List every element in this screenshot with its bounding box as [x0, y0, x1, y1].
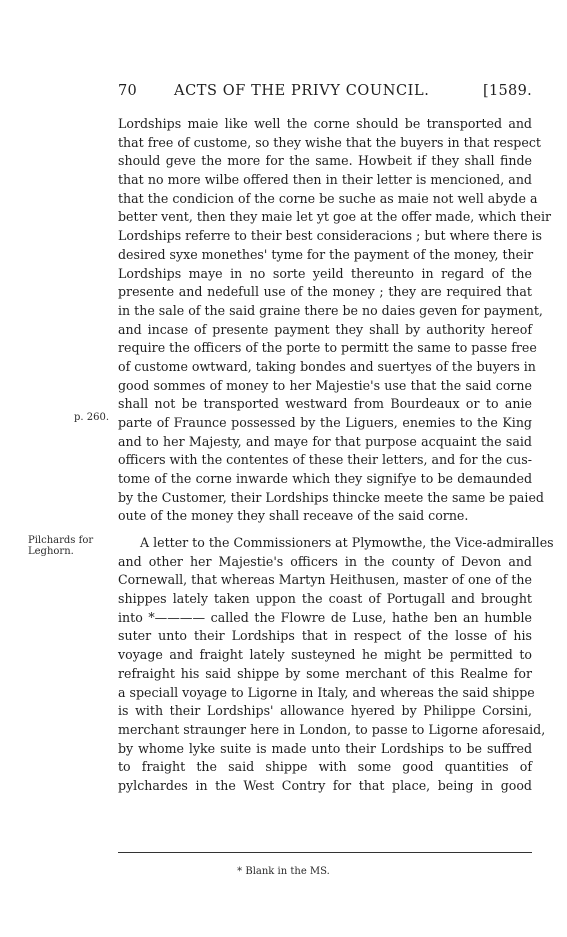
text-line: in the sale of the said graine there be no daies geven for payment, [118, 302, 543, 318]
footnote: * Blank in the MS. [237, 866, 330, 877]
page-header [118, 83, 532, 105]
text-line: by the Customer, their Lordships thincke meete the same be paied [118, 489, 544, 505]
text-line: Cornewall, that whereas Martyn Heithusen, master of one of the [118, 572, 532, 588]
text-line: that the condicion of the corne be suche as maie not well abyde a [118, 190, 538, 206]
text-line: merchant straunger here in London, to passe to Ligorne aforesaid, [118, 721, 546, 737]
text-line: should geve the more for the same. Howbeit if they shall finde [118, 153, 532, 169]
text-line: require the officers of the porte to permitt the same to passe free [118, 340, 537, 356]
text-line: shall not be transported westward from Bourdeaux or to anie [118, 396, 532, 412]
text-line: presente and nedefull use of the money ; they are required that [118, 284, 532, 300]
text-line: is with their Lordships' allowance hyered by Philippe Corsini, [118, 703, 532, 719]
text-line: officers with the contentes of these their letters, and for the cus- [118, 452, 532, 468]
text-line: better vent, then they maie let yt goe at the offer made, which their [118, 209, 552, 225]
text-line: voyage and fraight lately susteyned he might be permitted to [118, 647, 532, 663]
text-line: refraight his said shippe by some merchant of this Realme for [118, 665, 532, 681]
text-line: shippes lately taken uppon the coast of Portugall and brought [118, 591, 532, 607]
footnote-rule [118, 852, 532, 853]
text-line: A letter to the Commissioners at Plymowthe, the Vice-admiralles [140, 535, 554, 550]
text-line: and to her Majesty, and maye for that purpose acquaint the said [118, 433, 532, 449]
text-line: desired syxe monethes' tyme for the payment of the money, their [118, 246, 534, 262]
page-number: 70 [118, 83, 138, 99]
paragraph-corn-transport [118, 115, 552, 526]
text-line: of custome owtward, taking bondes and suertyes of the buyers in [118, 358, 536, 374]
text-line: and incase of presente payment they shall by authority hereof [118, 321, 532, 337]
text-line: Lordships maye in no sorte yeild thereunto in regard of the [118, 265, 532, 281]
text-line: that free of custome, so they wishe that the buyers in that respect [118, 134, 541, 150]
text-line: and other her Majestie's officers in the county of Devon and [118, 553, 532, 569]
text-line: by whome lyke suite is made unto their Lordships to be suffred [118, 740, 532, 756]
text-line: that no more wilbe offered then in their letter is mencioned, and [118, 172, 532, 188]
text-line: a speciall voyage to Ligorne in Italy, and whereas the said shippe [118, 684, 535, 700]
running-title: ACTS OF THE PRIVY COUNCIL. [174, 83, 430, 99]
text-line: pylchardes in the West Contry for that place, being in good [118, 777, 532, 793]
text-line: Lordships maie like well the corne should be transported and [118, 116, 532, 131]
text-line: parte of Fraunce possessed by the Liguers, enemies to the King [118, 415, 532, 430]
text-line: oute of the money they shall receave of the said corne. [118, 508, 469, 524]
text-line: suter unto their Lordships that in respect of the losse of his [118, 628, 532, 644]
paragraph-letter-plymouth [118, 534, 554, 796]
text-line: good sommes of money to her Majestie's use that the said corne [118, 377, 532, 393]
text-line: into *———— called the Flowre de Luse, hathe ben an humble [118, 609, 532, 625]
margin-page-reference: p. 260. [74, 412, 110, 423]
text-line: tome of the corne inwarde which they signifye to be demaunded [118, 471, 532, 487]
page-year: [1589. [483, 83, 532, 99]
margin-side-note: Pilchards for Leghorn. [28, 535, 94, 557]
text-line: to fraight the said shippe with some good quantities of [118, 759, 532, 775]
text-line: Lordships referre to their best consideracions ; but where there is [118, 228, 543, 244]
